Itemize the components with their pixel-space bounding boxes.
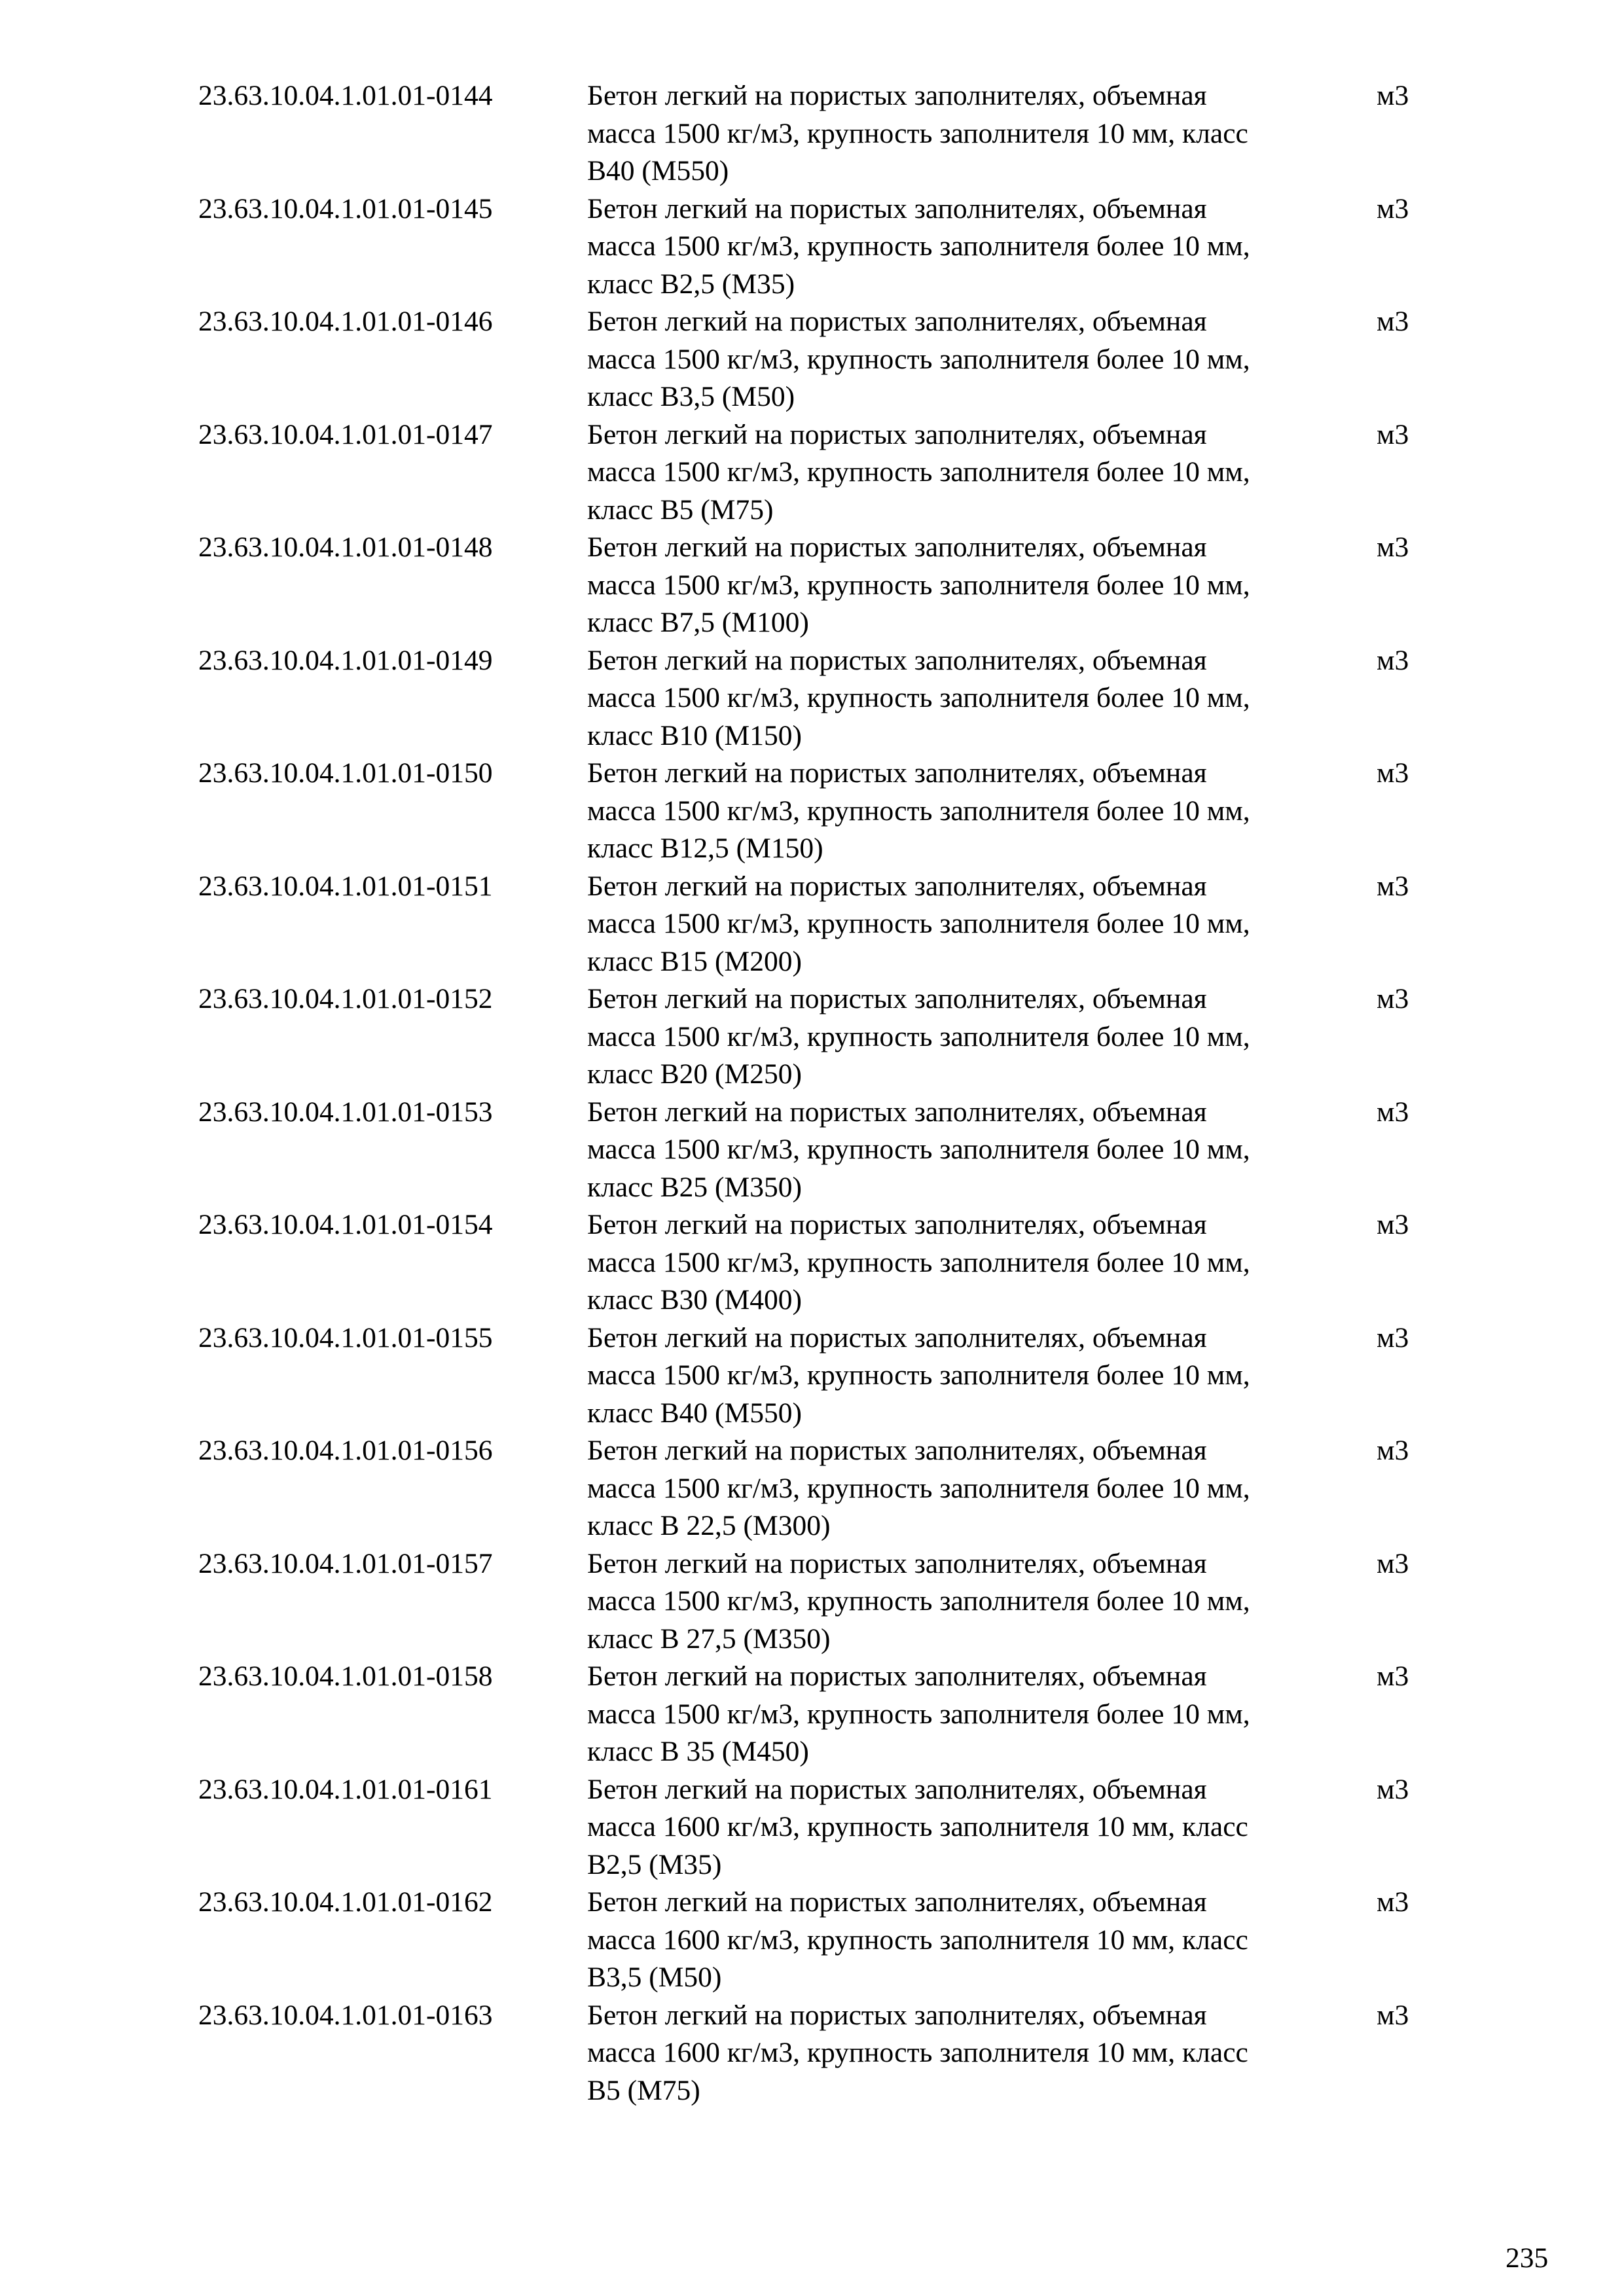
- description-line: класс В5 (М75): [587, 493, 774, 526]
- list-item: [198, 868, 1442, 981]
- list-item: [198, 1771, 1442, 1884]
- description-line: масса 1500 кг/м3, крупность заполнителя более 10 мм,: [587, 456, 1250, 488]
- resource-description: [587, 1771, 1365, 1884]
- resource-code: 23.63.10.04.1.01.01-0145: [198, 192, 493, 224]
- resource-unit: м3: [1377, 1547, 1409, 1579]
- resource-description: [587, 416, 1365, 529]
- resource-description: [587, 77, 1365, 190]
- resource-code: 23.63.10.04.1.01.01-0144: [198, 80, 493, 111]
- description-line: масса 1500 кг/м3, крупность заполнителя более 10 мм,: [587, 1585, 1250, 1617]
- page-number: 235: [1506, 2242, 1549, 2274]
- resource-description: [587, 1094, 1365, 1207]
- resource-code: 23.63.10.04.1.01.01-0147: [198, 418, 493, 450]
- description-line: масса 1600 кг/м3, крупность заполнителя 10 мм, класс: [587, 1811, 1248, 1842]
- description-line: масса 1500 кг/м3, крупность заполнителя более 10 мм,: [587, 1246, 1250, 1278]
- resource-description: [587, 1884, 1365, 1997]
- resource-description: [587, 642, 1365, 755]
- resource-description: [587, 980, 1365, 1094]
- description-line: класс В30 (М400): [587, 1284, 802, 1316]
- list-item: [198, 1658, 1442, 1771]
- list-item: [198, 190, 1442, 304]
- description-line: класс В 27,5 (М350): [587, 1623, 831, 1655]
- description-line: В3,5 (М50): [587, 1962, 722, 1993]
- resource-code: 23.63.10.04.1.01.01-0156: [198, 1435, 493, 1466]
- description-line: Бетон легкий на пористых заполнителях, объемная: [587, 306, 1207, 337]
- list-item: [198, 1884, 1442, 1997]
- description-line: масса 1500 кг/м3, крупность заполнителя более 10 мм,: [587, 230, 1250, 262]
- resource-unit: м3: [1377, 644, 1409, 676]
- description-line: Бетон легкий на пористых заполнителях, объемная: [587, 1999, 1207, 2031]
- resource-list: [198, 77, 1442, 2109]
- description-line: Бетон легкий на пористых заполнителях, объемная: [587, 1321, 1207, 1354]
- list-item: [198, 1206, 1442, 1319]
- resource-code: 23.63.10.04.1.01.01-0158: [198, 1660, 493, 1692]
- description-line: класс В 35 (М450): [587, 1736, 809, 1767]
- description-line: масса 1500 кг/м3, крупность заполнителя более 10 мм,: [587, 1698, 1250, 1730]
- description-line: класс В7,5 (М100): [587, 607, 809, 638]
- description-line: В2,5 (М35): [587, 1848, 722, 1880]
- description-line: масса 1500 кг/м3, крупность заполнителя более 10 мм,: [587, 1359, 1250, 1391]
- resource-unit: м3: [1377, 531, 1409, 563]
- resource-code: 23.63.10.04.1.01.01-0152: [198, 983, 493, 1014]
- list-item: [198, 529, 1442, 642]
- description-line: класс В15 (М200): [587, 945, 802, 977]
- resource-description: [587, 529, 1365, 642]
- description-line: масса 1500 кг/м3, крупность заполнителя более 10 мм,: [587, 908, 1250, 939]
- resource-description: [587, 190, 1365, 304]
- description-line: масса 1500 кг/м3, крупность заполнителя более 10 мм,: [587, 569, 1250, 601]
- resource-unit: м3: [1377, 1660, 1409, 1692]
- list-item: [198, 1094, 1442, 1207]
- resource-code: 23.63.10.04.1.01.01-0163: [198, 1999, 493, 2031]
- description-line: масса 1600 кг/м3, крупность заполнителя 10 мм, класс: [587, 2037, 1248, 2068]
- description-line: масса 1500 кг/м3, крупность заполнителя более 10 мм,: [587, 682, 1250, 713]
- description-line: Бетон легкий на пористых заполнителях, объемная: [587, 1886, 1207, 1918]
- description-line: Бетон легкий на пористых заполнителях, объемная: [587, 1660, 1207, 1692]
- description-line: масса 1500 кг/м3, крупность заполнителя более 10 мм,: [587, 1472, 1250, 1504]
- description-line: Бетон легкий на пористых заполнителях, объемная: [587, 1773, 1207, 1805]
- resource-unit: м3: [1377, 192, 1409, 224]
- description-line: Бетон легкий на пористых заполнителях, объемная: [587, 644, 1207, 676]
- resource-code: 23.63.10.04.1.01.01-0150: [198, 757, 493, 789]
- description-line: Бетон легкий на пористых заполнителях, объемная: [587, 80, 1207, 111]
- description-line: Бетон легкий на пористых заполнителях, объемная: [587, 531, 1207, 563]
- description-line: Бетон легкий на пористых заполнителях, объемная: [587, 757, 1207, 789]
- resource-description: [587, 868, 1365, 981]
- description-line: масса 1500 кг/м3, крупность заполнителя более 10 мм,: [587, 1020, 1250, 1052]
- description-line: масса 1500 кг/м3, крупность заполнителя 10 мм, класс: [587, 117, 1248, 149]
- list-item: [198, 1997, 1442, 2110]
- description-line: Бетон легкий на пористых заполнителях, объемная: [587, 1096, 1207, 1128]
- resource-unit: м3: [1377, 757, 1409, 789]
- list-item: [198, 1432, 1442, 1545]
- list-item: [198, 77, 1442, 190]
- resource-unit: м3: [1377, 1096, 1409, 1128]
- description-line: масса 1500 кг/м3, крупность заполнителя более 10 мм,: [587, 1134, 1250, 1165]
- resource-description: [587, 303, 1365, 416]
- description-line: класс В3,5 (М50): [587, 381, 795, 412]
- resource-unit: м3: [1377, 870, 1409, 902]
- description-line: класс В20 (М250): [587, 1058, 802, 1090]
- list-item: [198, 980, 1442, 1094]
- list-item: [198, 642, 1442, 755]
- description-line: Бетон легкий на пористых заполнителях, объемная: [587, 1547, 1207, 1579]
- resource-description: [587, 1997, 1365, 2110]
- resource-code: 23.63.10.04.1.01.01-0149: [198, 644, 493, 676]
- resource-description: [587, 1319, 1365, 1433]
- description-line: класс В12,5 (М150): [587, 833, 823, 864]
- resource-code: 23.63.10.04.1.01.01-0154: [198, 1209, 493, 1240]
- description-line: масса 1500 кг/м3, крупность заполнителя более 10 мм,: [587, 343, 1250, 375]
- resource-unit: м3: [1377, 1773, 1409, 1805]
- description-line: масса 1500 кг/м3, крупность заполнителя более 10 мм,: [587, 795, 1250, 827]
- description-line: Бетон легкий на пористых заполнителях, объемная: [587, 418, 1207, 450]
- description-line: Бетон легкий на пористых заполнителях, объемная: [587, 983, 1207, 1014]
- description-line: класс В2,5 (М35): [587, 268, 795, 300]
- description-line: В5 (М75): [587, 2074, 700, 2106]
- description-line: класс В10 (М150): [587, 719, 802, 751]
- resource-description: [587, 1432, 1365, 1545]
- list-item: [198, 303, 1442, 416]
- description-line: масса 1600 кг/м3, крупность заполнителя 10 мм, класс: [587, 1924, 1248, 1956]
- resource-unit: м3: [1377, 1435, 1409, 1466]
- resource-unit: м3: [1377, 1209, 1409, 1240]
- description-line: класс В40 (М550): [587, 1397, 802, 1429]
- resource-code: 23.63.10.04.1.01.01-0157: [198, 1547, 493, 1579]
- resource-unit: м3: [1377, 418, 1409, 450]
- resource-code: 23.63.10.04.1.01.01-0146: [198, 306, 493, 337]
- list-item: [198, 1545, 1442, 1659]
- resource-unit: м3: [1377, 983, 1409, 1014]
- description-line: класс В25 (М350): [587, 1171, 802, 1203]
- list-item: [198, 1319, 1442, 1433]
- resource-code: 23.63.10.04.1.01.01-0162: [198, 1886, 493, 1918]
- description-line: В40 (М550): [587, 155, 729, 187]
- description-line: Бетон легкий на пористых заполнителях, объемная: [587, 1209, 1207, 1240]
- description-line: Бетон легкий на пористых заполнителях, объемная: [587, 870, 1207, 902]
- resource-unit: м3: [1377, 1886, 1409, 1918]
- list-item: [198, 755, 1442, 868]
- resource-code: 23.63.10.04.1.01.01-0161: [198, 1773, 493, 1805]
- description-line: класс В 22,5 (М300): [587, 1510, 831, 1541]
- description-line: Бетон легкий на пористых заполнителях, объемная: [587, 1435, 1207, 1466]
- resource-description: [587, 755, 1365, 868]
- resource-unit: м3: [1377, 306, 1409, 337]
- resource-code: 23.63.10.04.1.01.01-0151: [198, 870, 493, 902]
- description-line: Бетон легкий на пористых заполнителях, объемная: [587, 192, 1207, 224]
- list-item: [198, 416, 1442, 529]
- resource-description: [587, 1658, 1365, 1771]
- resource-code: 23.63.10.04.1.01.01-0148: [198, 531, 493, 563]
- resource-code: 23.63.10.04.1.01.01-0155: [198, 1321, 493, 1354]
- resource-description: [587, 1206, 1365, 1319]
- resource-unit: м3: [1377, 1321, 1409, 1354]
- resource-code: 23.63.10.04.1.01.01-0153: [198, 1096, 493, 1128]
- resource-unit: м3: [1377, 80, 1409, 111]
- resource-unit: м3: [1377, 1999, 1409, 2031]
- resource-description: [587, 1545, 1365, 1659]
